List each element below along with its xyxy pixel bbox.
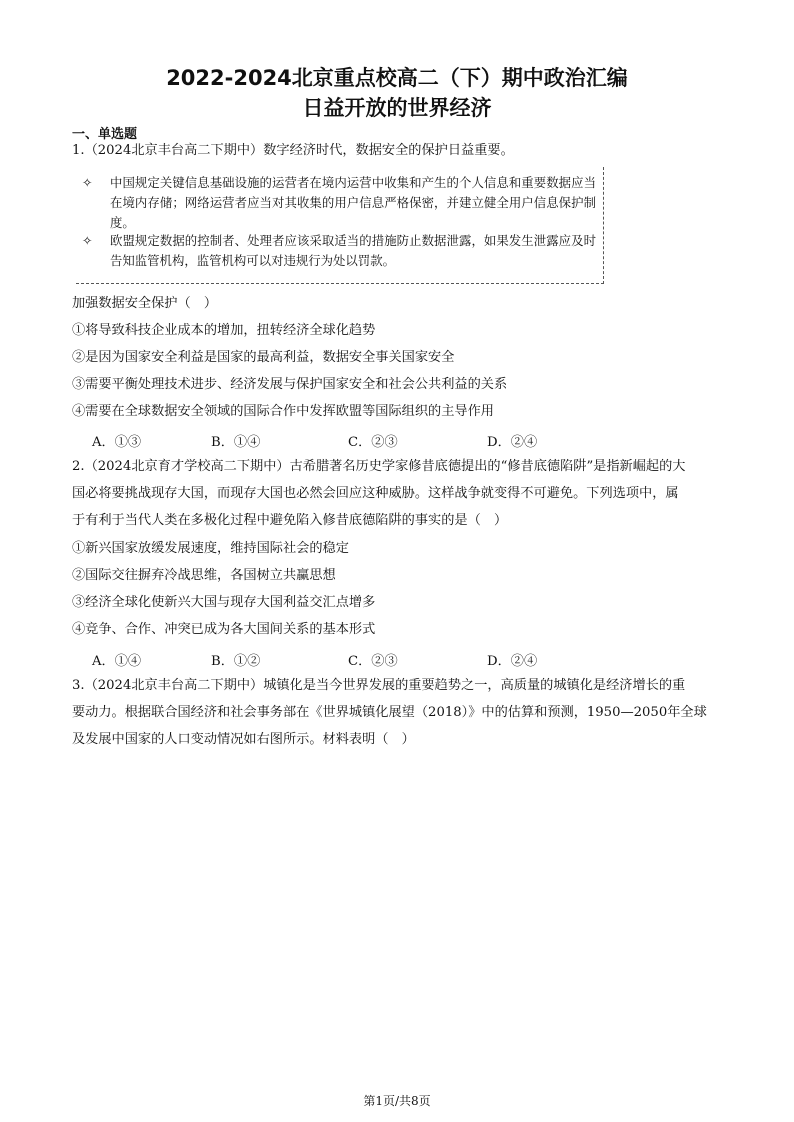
document-title-line1: 2022-2024北京重点校高二（下）期中政治汇编 bbox=[166, 66, 628, 90]
q1-option-d[interactable]: D．②④ bbox=[487, 435, 538, 450]
q1-material-box bbox=[76, 167, 604, 284]
section-heading: 一、单选题 bbox=[72, 127, 138, 142]
q2-statement-3: ③经济全球化使新兴大国与现存大国利益交汇点增多 bbox=[72, 595, 376, 610]
q3-stem-line: 要动力。根据联合国经济和社会事务部在《世界城镇化展望（2018）》中的估算和预测，1950—2050年全球 bbox=[72, 705, 707, 720]
q1-statement-1: ①将导致科技企业成本的增加，扭转经济全球化趋势 bbox=[72, 323, 376, 338]
q1-statement-3: ③需要平衡处理技术进步、经济发展与保护国家安全和社会公共利益的关系 bbox=[72, 377, 508, 392]
q1-question: 加强数据安全保护（ ） bbox=[72, 296, 218, 311]
q3-stem-line: 3.（2024北京丰台高二下期中）城镇化是当今世界发展的重要趋势之一，高质量的城镇化是经济增长的重 bbox=[72, 678, 686, 693]
diamond-bullet-icon: ✧ bbox=[82, 233, 93, 248]
q1-option-b[interactable]: B．①④ bbox=[211, 435, 261, 450]
q1-material-text: 中国规定关键信息基础设施的运营者在境内运营中收集和产生的个人信息和重要数据应当在境内存储；网络运营者应当对其收集的用户信息严格保密，并建立健全用户信息保护制度。 bbox=[110, 175, 596, 230]
q2-option-b[interactable]: B．①② bbox=[211, 654, 261, 669]
q2-stem-line: 国必将要挑战现存大国，而现存大国也必然会回应这种威胁。这样战争就变得不可避免。下列选项中，属 bbox=[72, 486, 679, 501]
q2-statement-2: ②国际交往摒弃冷战思维，各国树立共赢思想 bbox=[72, 568, 336, 583]
q1-statement-4: ④需要在全球数据安全领域的国际合作中发挥欧盟等国际组织的主导作用 bbox=[72, 404, 494, 419]
q2-statement-1: ①新兴国家放缓发展速度，维持国际社会的稳定 bbox=[72, 541, 349, 556]
q2-statement-4: ④竞争、合作、冲突已成为各大国间关系的基本形式 bbox=[72, 622, 376, 637]
q2-option-c[interactable]: C．②③ bbox=[348, 654, 398, 669]
q1-statement-2: ②是因为国家安全利益是国家的最高利益，数据安全事关国家安全 bbox=[72, 350, 455, 365]
q2-option-d[interactable]: D．②④ bbox=[487, 654, 538, 669]
diamond-bullet-icon: ✧ bbox=[82, 175, 93, 190]
q1-material-text: 欧盟规定数据的控制者、处理者应该采取适当的措施防止数据泄露，如果发生泄露应及时告知监管机构，监管机构可以对违规行为处以罚款。 bbox=[110, 233, 596, 268]
q3-stem-line: 及发展中国家的人口变动情况如右图所示。材料表明（ ） bbox=[72, 732, 415, 747]
q1-option-c[interactable]: C．②③ bbox=[348, 435, 398, 450]
q2-option-a[interactable]: A．①④ bbox=[92, 654, 142, 669]
q1-stem: 1.（2024北京丰台高二下期中）数字经济时代，数据安全的保护日益重要。 bbox=[72, 143, 514, 158]
q2-stem-line: 于有利于当代人类在多极化过程中避免陷入修昔底德陷阱的事实的是（ ） bbox=[72, 513, 508, 528]
page-footer: 第1页/共8页 bbox=[363, 1094, 431, 1108]
q2-stem-line: 2.（2024北京育才学校高二下期中）古希腊著名历史学家修昔底德提出的“修昔底德陷阱”是指新崛起的大 bbox=[72, 459, 686, 474]
document-title-line2: 日益开放的世界经济 bbox=[302, 96, 492, 120]
q1-option-a[interactable]: A．①③ bbox=[92, 435, 142, 450]
